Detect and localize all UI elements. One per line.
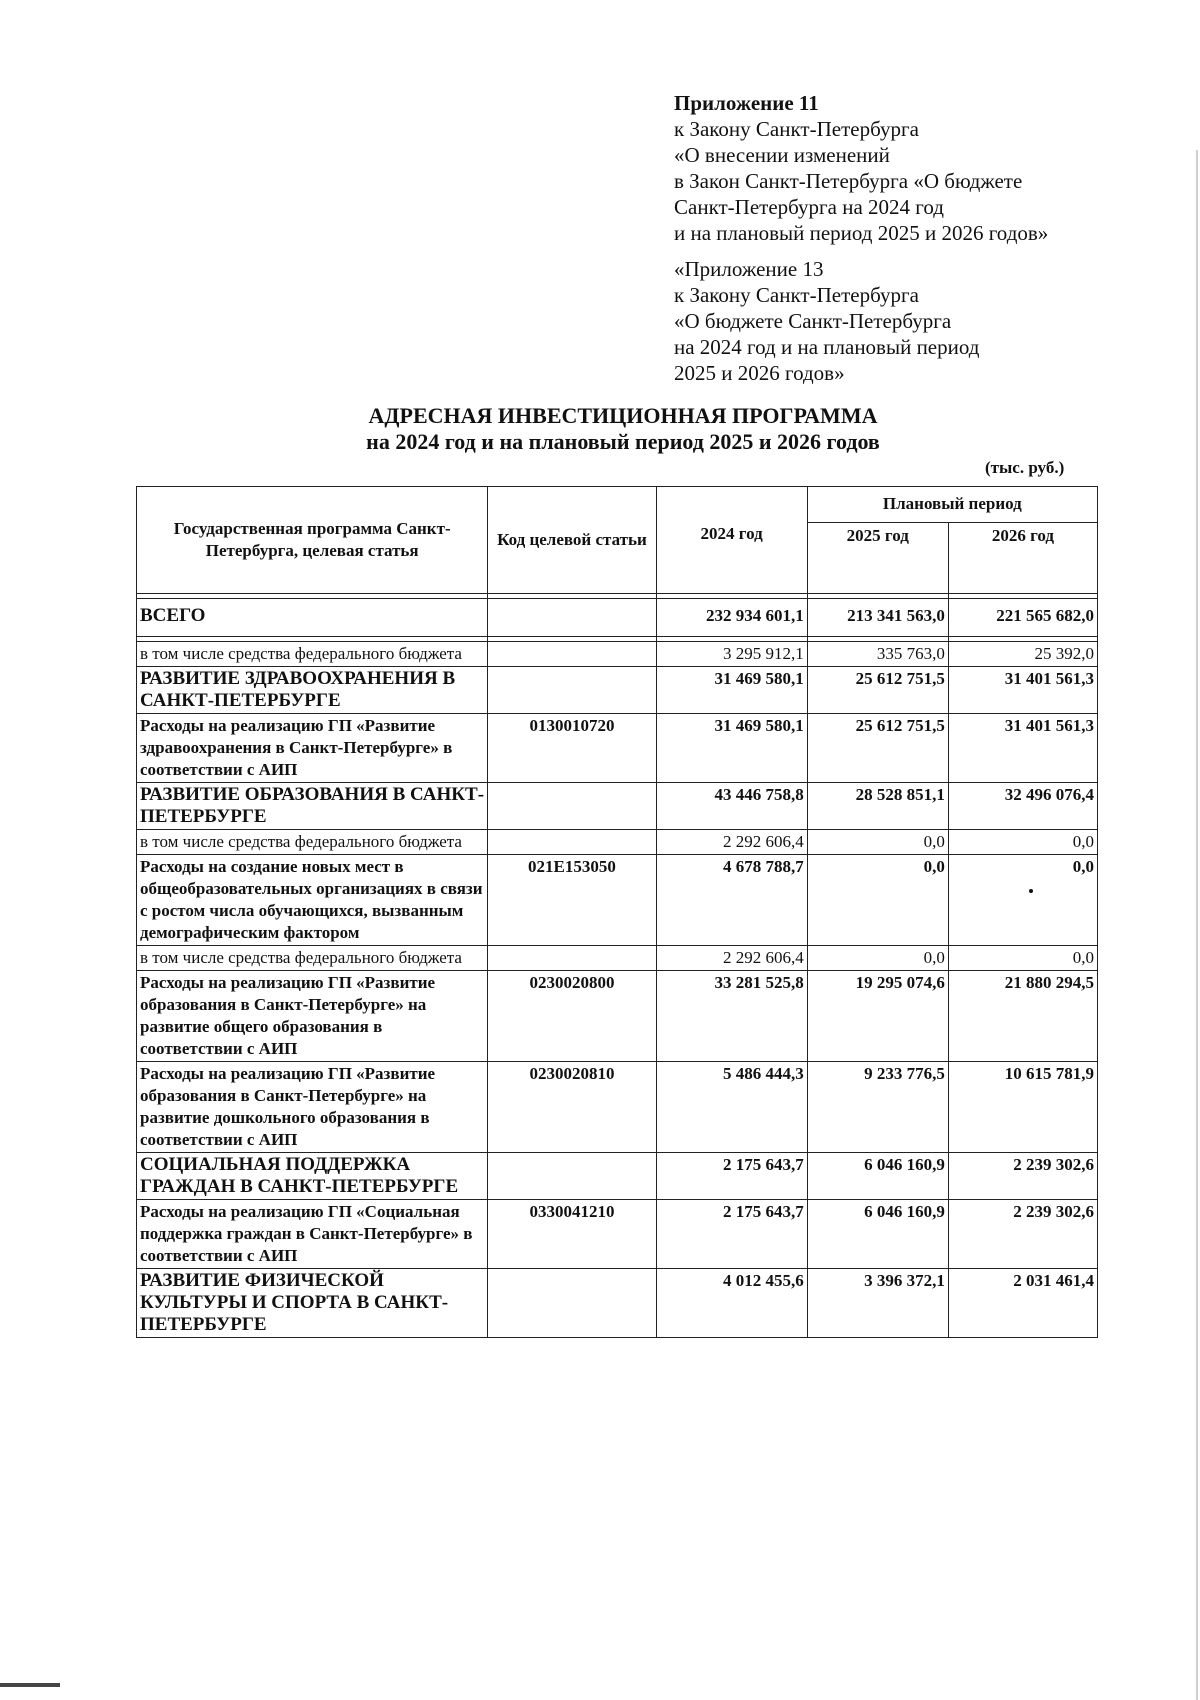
row-code: 0130010720	[488, 714, 656, 783]
row-code	[488, 667, 656, 714]
row-2026: 0,0	[948, 830, 1097, 855]
row-name: Расходы на реализацию ГП «Социальная поддержка граждан в Санкт-Петербурге» в соответствии с АИП	[137, 1200, 488, 1269]
row-2025: 6 046 160,9	[807, 1153, 948, 1200]
quoted-appendix-line: 2025 и 2026 годов»	[674, 361, 845, 385]
row-2024: 31 469 580,1	[656, 714, 807, 783]
table-row	[137, 642, 1098, 667]
title-line-period: на 2024 год и на плановый период 2025 и 2026 годов	[366, 429, 880, 454]
appendix-line: Санкт-Петербурга на 2024 год	[674, 195, 944, 219]
row-2026: 21 880 294,5	[948, 971, 1097, 1062]
row-2026: 31 401 561,3	[948, 667, 1097, 714]
row-2025: 6 046 160,9	[807, 1200, 948, 1269]
row-2025: 213 341 563,0	[807, 599, 948, 637]
table-row	[137, 830, 1098, 855]
row-2025: 0,0	[807, 830, 948, 855]
table-row	[137, 946, 1098, 971]
row-code	[488, 783, 656, 830]
row-2024: 2 292 606,4	[656, 830, 807, 855]
quoted-appendix-line: на 2024 год и на плановый период	[674, 335, 980, 359]
table-row-total	[137, 599, 1098, 637]
row-2025: 25 612 751,5	[807, 667, 948, 714]
row-name: Расходы на создание новых мест в общеобразовательных организациях в связи с ростом числа обучающихся, вызванным демографическим фактором	[137, 855, 488, 946]
row-2026: 25 392,0	[948, 642, 1097, 667]
header-program: Государственная программа Санкт-Петербурга, целевая статья	[137, 487, 488, 594]
table-row	[137, 783, 1098, 830]
scan-dot-mark	[1029, 889, 1033, 893]
row-2026: 221 565 682,0	[948, 599, 1097, 637]
row-2025: 3 396 372,1	[807, 1269, 948, 1338]
row-name: СОЦИАЛЬНАЯ ПОДДЕРЖКА ГРАЖДАН В САНКТ-ПЕТЕРБУРГЕ	[137, 1153, 488, 1200]
row-code: 0230020800	[488, 971, 656, 1062]
row-2026: 2 239 302,6	[948, 1153, 1097, 1200]
row-2025: 25 612 751,5	[807, 714, 948, 783]
row-code: 0230020810	[488, 1062, 656, 1153]
row-code	[488, 1269, 656, 1338]
header-2026: 2026 год	[948, 522, 1097, 593]
quoted-appendix-line: к Закону Санкт-Петербурга	[674, 283, 919, 307]
row-2024: 31 469 580,1	[656, 667, 807, 714]
appendix-line: к Закону Санкт-Петербурга	[674, 117, 919, 141]
header-2024: 2024 год	[656, 487, 807, 594]
investment-program-table	[136, 486, 1098, 1338]
row-name: в том числе средства федерального бюджета	[137, 830, 488, 855]
row-name: РАЗВИТИЕ ЗДРАВООХРАНЕНИЯ В САНКТ-ПЕТЕРБУРГЕ	[137, 667, 488, 714]
table-row	[137, 1200, 1098, 1269]
quoted-appendix-line: «Приложение 13	[674, 257, 824, 281]
table-row	[137, 1153, 1098, 1200]
row-2026: 31 401 561,3	[948, 714, 1097, 783]
appendix-line: «О внесении изменений	[674, 143, 890, 167]
appendix-line: и на плановый период 2025 и 2026 годов»	[674, 221, 1049, 245]
title-line-main: АДРЕСНАЯ ИНВЕСТИЦИОННАЯ ПРОГРАММА	[368, 403, 878, 428]
row-code	[488, 830, 656, 855]
table-row	[137, 667, 1098, 714]
units-label: (тыс. руб.)	[985, 458, 1065, 477]
row-name: в том числе средства федерального бюджета	[137, 642, 488, 667]
row-code: 021E153050	[488, 855, 656, 946]
row-2025: 0,0	[807, 855, 948, 946]
table-row	[137, 971, 1098, 1062]
row-name: в том числе средства федерального бюджета	[137, 946, 488, 971]
row-2026: 10 615 781,9	[948, 1062, 1097, 1153]
row-name: Расходы на реализацию ГП «Развитие здравоохранения в Санкт-Петербурге» в соответствии с АИП	[137, 714, 488, 783]
appendix-line: в Закон Санкт-Петербурга «О бюджете	[674, 169, 1023, 193]
row-2024: 43 446 758,8	[656, 783, 807, 830]
appendix-reference	[674, 90, 1134, 386]
row-2024: 232 934 601,1	[656, 599, 807, 637]
row-2024: 4 678 788,7	[656, 855, 807, 946]
table-row	[137, 855, 1098, 946]
document-title	[0, 403, 1200, 455]
row-2026: 0,0	[948, 946, 1097, 971]
header-code: Код целевой статьи	[488, 487, 656, 594]
table-row	[137, 1062, 1098, 1153]
scan-corner-mark	[0, 1683, 60, 1687]
row-name: РАЗВИТИЕ ФИЗИЧЕСКОЙ КУЛЬТУРЫ И СПОРТА В САНКТ-ПЕТЕРБУРГЕ	[137, 1269, 488, 1338]
row-2026: 2 031 461,4	[948, 1269, 1097, 1338]
quoted-appendix-line: «О бюджете Санкт-Петербурга	[674, 309, 952, 333]
row-2024: 4 012 455,6	[656, 1269, 807, 1338]
row-2024: 33 281 525,8	[656, 971, 807, 1062]
row-code: 0330041210	[488, 1200, 656, 1269]
row-name: Расходы на реализацию ГП «Развитие образования в Санкт-Петербурге» на развитие дошкольного образования в соответствии с АИП	[137, 1062, 488, 1153]
row-2025: 335 763,0	[807, 642, 948, 667]
row-name: РАЗВИТИЕ ОБРАЗОВАНИЯ В САНКТ-ПЕТЕРБУРГЕ	[137, 783, 488, 830]
row-2025: 9 233 776,5	[807, 1062, 948, 1153]
row-2024: 5 486 444,3	[656, 1062, 807, 1153]
row-code	[488, 1153, 656, 1200]
row-code	[488, 642, 656, 667]
row-2024: 2 175 643,7	[656, 1153, 807, 1200]
row-2026: 2 239 302,6	[948, 1200, 1097, 1269]
row-code	[488, 599, 656, 637]
row-2024: 3 295 912,1	[656, 642, 807, 667]
scan-edge-line	[1196, 150, 1198, 1700]
row-2024: 2 175 643,7	[656, 1200, 807, 1269]
row-2024: 2 292 606,4	[656, 946, 807, 971]
row-2025: 28 528 851,1	[807, 783, 948, 830]
header-plan-period: Плановый период	[807, 487, 1097, 523]
row-code	[488, 946, 656, 971]
row-2025: 19 295 074,6	[807, 971, 948, 1062]
appendix-number: Приложение 11	[674, 91, 819, 115]
row-name: Расходы на реализацию ГП «Развитие образования в Санкт-Петербурге» на развитие общего образования в соответствии с АИП	[137, 971, 488, 1062]
row-2026: 0,0	[948, 855, 1097, 946]
row-2025: 0,0	[807, 946, 948, 971]
header-2025: 2025 год	[807, 522, 948, 593]
table-row	[137, 714, 1098, 783]
table-row	[137, 1269, 1098, 1338]
row-name: ВСЕГО	[137, 599, 488, 637]
row-2026: 32 496 076,4	[948, 783, 1097, 830]
